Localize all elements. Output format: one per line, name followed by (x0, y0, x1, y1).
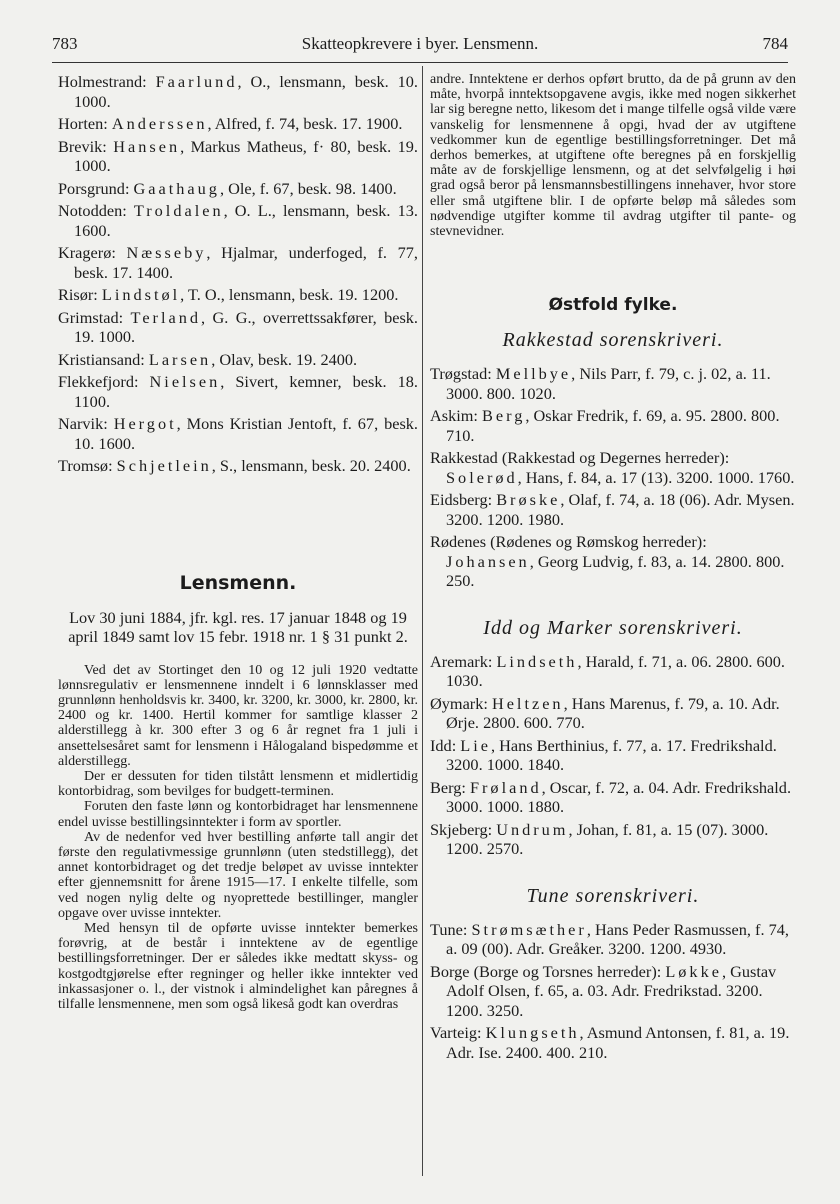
entry-place: Risør: (58, 285, 102, 304)
sorenskriveri-heading: Idd og Marker sorenskriveri. (483, 616, 743, 639)
collector-entry (58, 243, 418, 282)
running-title: Skatteopkrevere i byer. Lensmenn. (301, 34, 539, 53)
lensmann-entry (430, 652, 796, 691)
entry-details: , Hans Marenus, f. 79, a. 10. Adr. Ørje. 2800. 600. 770. (446, 693, 780, 733)
entry-details: , Hans Peder Rasmussen, f. 74, a. 09 (00). Adr. Greåker. 3200. 1200. 4930. (446, 919, 789, 959)
sorenskriveri-sections (430, 329, 796, 1062)
lensmann-entry (430, 448, 796, 487)
sorenskriveri-heading: Tune sorenskriveri. (526, 884, 700, 907)
collector-entry (58, 350, 418, 370)
collector-entry (58, 285, 418, 305)
entry-details: , O. L., lensmann, besk. 13. 1600. (74, 201, 418, 240)
fylke-heading: Østfold fylke. (548, 295, 678, 316)
entry-surname: Nielsen (149, 372, 221, 391)
explanation-continuation: andre. Inntektene er derhos opført brutto, da de på grunn av den måte, hvorpå inntektsopgavene avgis, ikke med nogen sikkerhet lar sig beregne netto, likesom det i mange tilfelle også vilde være vanskelig for lensmennene å opgi, hvad der av utgiftene vedkommer kun de egentlige bestillingsforretninger. Det må derhos bemerkes, at utgiftene ofte beregnes på en forskjellig måte av de forskjellige lensmenn, og at det selvfølgelig i høi grad også beror på lensmannsbestillingens innehaver, hvor store eller små utgiftene blir. I de opførte beløp må således som nødvendige utgifter komme til avdrag utgifter til pante- og stevnevidner. (430, 72, 796, 240)
entry-surname: Næsseby (126, 243, 207, 262)
entry-details: , O., lensmann, besk. 10. 1000. (74, 72, 419, 111)
entry-place: Kragerø: (58, 243, 127, 262)
entry-details: , Olav, besk. 19. 2400. (211, 349, 358, 369)
entry-place: Borge (Borge og Torsnes herreder): (430, 961, 666, 981)
entry-place: Kristiansand: (58, 349, 149, 369)
entry-place: Trøgstad: (430, 364, 496, 384)
collector-entry (58, 372, 418, 411)
lensmann-entry (430, 920, 796, 959)
entry-surname: Frøland (469, 777, 542, 797)
entry-place: Narvik: (58, 414, 114, 433)
entry-surname: Solerød (446, 467, 518, 487)
lensmann-entry (430, 962, 796, 1021)
lensmann-entry (430, 778, 796, 817)
collector-list (58, 72, 418, 476)
lensmenn-explanation (58, 663, 418, 1013)
entry-surname: Faarlund (155, 72, 238, 91)
entry-surname: Berg (482, 406, 526, 426)
entry-details: , Johan, f. 81, a. 15 (07). 3000. 1200. 2570. (446, 819, 769, 859)
entry-surname: Strømsæther (471, 919, 587, 939)
entry-surname: Mellbye (495, 364, 572, 384)
entry-place: Varteig: (430, 1023, 486, 1043)
entry-surname: Johansen (446, 551, 530, 571)
entry-details: , Oscar, f. 72, a. 04. Adr. Fredrikshald. 3000. 1000. 1880. (446, 777, 792, 817)
entry-surname: Hansen (113, 136, 181, 156)
entry-place: Tromsø: (58, 456, 117, 475)
entry-details: , T. O., lensmann, besk. 19. 1200. (180, 285, 399, 304)
header-rule (52, 62, 788, 63)
lensmann-entry (430, 490, 796, 529)
lensmann-entry (430, 364, 796, 403)
entry-surname: Schjetlein (116, 456, 212, 475)
collector-entry (58, 72, 418, 111)
entry-place: Rakkestad (Rakkestad og Degernes herreder): (430, 448, 730, 468)
page-header (52, 34, 788, 58)
entry-place: Tune: (430, 919, 472, 939)
collector-entry (58, 201, 418, 240)
lensmann-entry (430, 406, 796, 445)
entry-place: Horten: (58, 114, 112, 133)
entry-surname: Heltzen (491, 693, 564, 713)
lensmann-entry (430, 1023, 796, 1062)
entry-surname: Brøske (496, 490, 561, 510)
entry-details: , Nils Parr, f. 79, c. j. 02, a. 11. 3000. 800. 1020. (446, 364, 771, 403)
left-column (58, 72, 418, 1012)
entry-surname: Gaathaug (133, 178, 220, 198)
entry-details: , Mons Kristian Jentoft, f. 67, besk. 10. 1600. (74, 414, 418, 453)
entry-details: , Sivert, kemner, besk. 18. 1100. (74, 372, 418, 411)
entry-place: Øymark: (430, 693, 492, 713)
lensmenn-heading: Lensmenn. (179, 571, 297, 594)
entry-place: Brevik: (58, 136, 114, 156)
entry-surname: Lindseth (496, 651, 578, 671)
entry-surname: Anderssen (111, 114, 208, 133)
collector-entry (58, 114, 418, 134)
entry-place: Rødenes (Rødenes og Rømskog herreder): (430, 532, 707, 552)
entry-place: Grimstad: (58, 307, 131, 327)
entry-surname: Hergot (113, 414, 177, 433)
entry-place: Notodden: (58, 201, 134, 220)
entry-surname: Undrum (496, 819, 569, 839)
lensmann-entry (430, 820, 796, 859)
collector-entry (58, 414, 418, 453)
entry-details: , Harald, f. 71, a. 06. 2800. 600. 1030. (446, 651, 785, 691)
entry-surname: Terland (130, 307, 202, 327)
collector-entry (58, 308, 418, 347)
page-number-left: 783 (52, 34, 78, 53)
entry-details: , S., lensmann, besk. 20. 2400. (211, 456, 411, 475)
entry-place: Idd: (430, 735, 461, 755)
entry-details: , Olaf, f. 74, a. 18 (06). Adr. Mysen. 3200. 1200. 1980. (446, 490, 795, 529)
entry-place: Aremark: (430, 651, 497, 671)
entry-surname: Klungseth (485, 1023, 580, 1043)
entry-details: , Hans, f. 84, a. 17 (13). 3200. 1000. 1760. (517, 467, 795, 487)
entry-details: , Alfred, f. 74, besk. 17. 1900. (207, 114, 403, 133)
entry-surname: Troldalen (133, 201, 224, 220)
right-column (430, 72, 796, 1065)
page-number-right: 784 (762, 34, 788, 53)
entry-surname: Larsen (148, 349, 212, 369)
entry-details: , Oskar Fredrik, f. 69, a. 95. 2800. 800. 710. (446, 406, 780, 445)
entry-surname: Lie (460, 735, 491, 755)
entry-details: , Hans Berthinius, f. 77, a. 17. Fredrikshald. 3200. 1000. 1840. (446, 735, 777, 775)
entry-details: , Georg Ludvig, f. 83, a. 14. 2800. 800. 250. (446, 551, 785, 591)
entry-place: Skjeberg: (430, 819, 497, 839)
entry-details: , Markus Matheus, f· 80, besk. 19. 1000. (74, 136, 419, 175)
entry-surname: Lindstøl (101, 285, 181, 304)
lensmann-entry (430, 736, 796, 775)
entry-details: , Ole, f. 67, besk. 98. 1400. (219, 178, 397, 198)
entry-details: , Hjalmar, underfoged, f. 77, besk. 17. 1400. (74, 243, 418, 282)
collector-entry (58, 179, 418, 199)
law-reference: Lov 30 juni 1884, jfr. kgl. res. 17 januar 1848 og 19 april 1849 samt lov 15 febr. 1918 nr. 1 § 31 punkt 2. (68, 607, 408, 646)
entry-details: , Gustav Adolf Olsen, f. 65, a. 03. Adr. Fredrikstad. 3200. 1200. 3250. (446, 961, 777, 1020)
explanation-paragraph: Ved det av Stortinget den 10 og 12 juli 1920 vedtatte lønnsregulativ er lensmennene inndelt i 6 lønnsklasser med grunnlønn henholdsvis kr. 3400, kr. 3200, kr. 3000, kr. 2800, kr. 2400 og kr. 1400. Hertil kommer for samtlige klasser 2 alderstillegg à kr. 300 efter 3 og 6 år regnet fra 1 juli i ansettelsesåret samt for lensmenn i Hålogaland bispedømme et alderstillegg. (58, 662, 418, 769)
entry-place: Eidsberg: (430, 490, 497, 510)
collector-entry (58, 137, 418, 176)
lensmann-entry (430, 694, 796, 733)
sorenskriveri-heading: Rakkestad sorenskriveri. (502, 329, 724, 352)
entry-place: Berg: (430, 777, 470, 797)
explanation-paragraph: Med hensyn til de opførte uvisse inntekter bemerkes forøvrig, at de består i inntektene av de egentlige bestillingsforretninger. Der er således ikke medtatt skyss- og kostgodtgjørelse efter regninger og heller ikke inntekter ved inkassasjoner o. l., der vistnok i almindelighet kan påregnes å tilfalle lensmennene, men som også likeså godt kan overdras (58, 920, 418, 1012)
entry-details: , Asmund Antonsen, f. 81, a. 19. Adr. Ise. 2400. 400. 210. (446, 1023, 790, 1062)
lensmann-entry (430, 532, 796, 591)
collector-entry (58, 456, 418, 476)
entry-surname: Løkke (665, 961, 722, 981)
explanation-paragraph: Foruten den faste lønn og kontorbidraget har lensmennene endel uvisse bestillingsinntekter i form av sportler. (58, 799, 418, 830)
explanation-paragraph: Der er dessuten for tiden tilstått lensmenn et midlertidig kontorbidrag, som bevilges for budgett-terminen. (58, 768, 418, 800)
entry-place: Flekkefjord: (58, 372, 150, 391)
explanation-paragraph: Av de nedenfor ved hver bestilling anførte tall angir det første den regulativmessige grunnlønn (uten stedstillegg), det annet kontorbidraget og det tredje beløpet av uvisse inntekter efter gjennemsnitt for årene 1915—17. I enkelte tilfelle, som ved nogen nylig delte og nyoprettede bestillinger, mangler opgave over uvisse inntekter. (58, 829, 418, 921)
entry-place: Holmestrand: (58, 72, 156, 91)
entry-place: Askim: (430, 406, 483, 426)
entry-place: Porsgrund: (58, 178, 134, 198)
entry-details: , G. G., overrettssakfører, besk. 19. 1000. (74, 307, 418, 346)
column-divider (422, 66, 423, 1176)
